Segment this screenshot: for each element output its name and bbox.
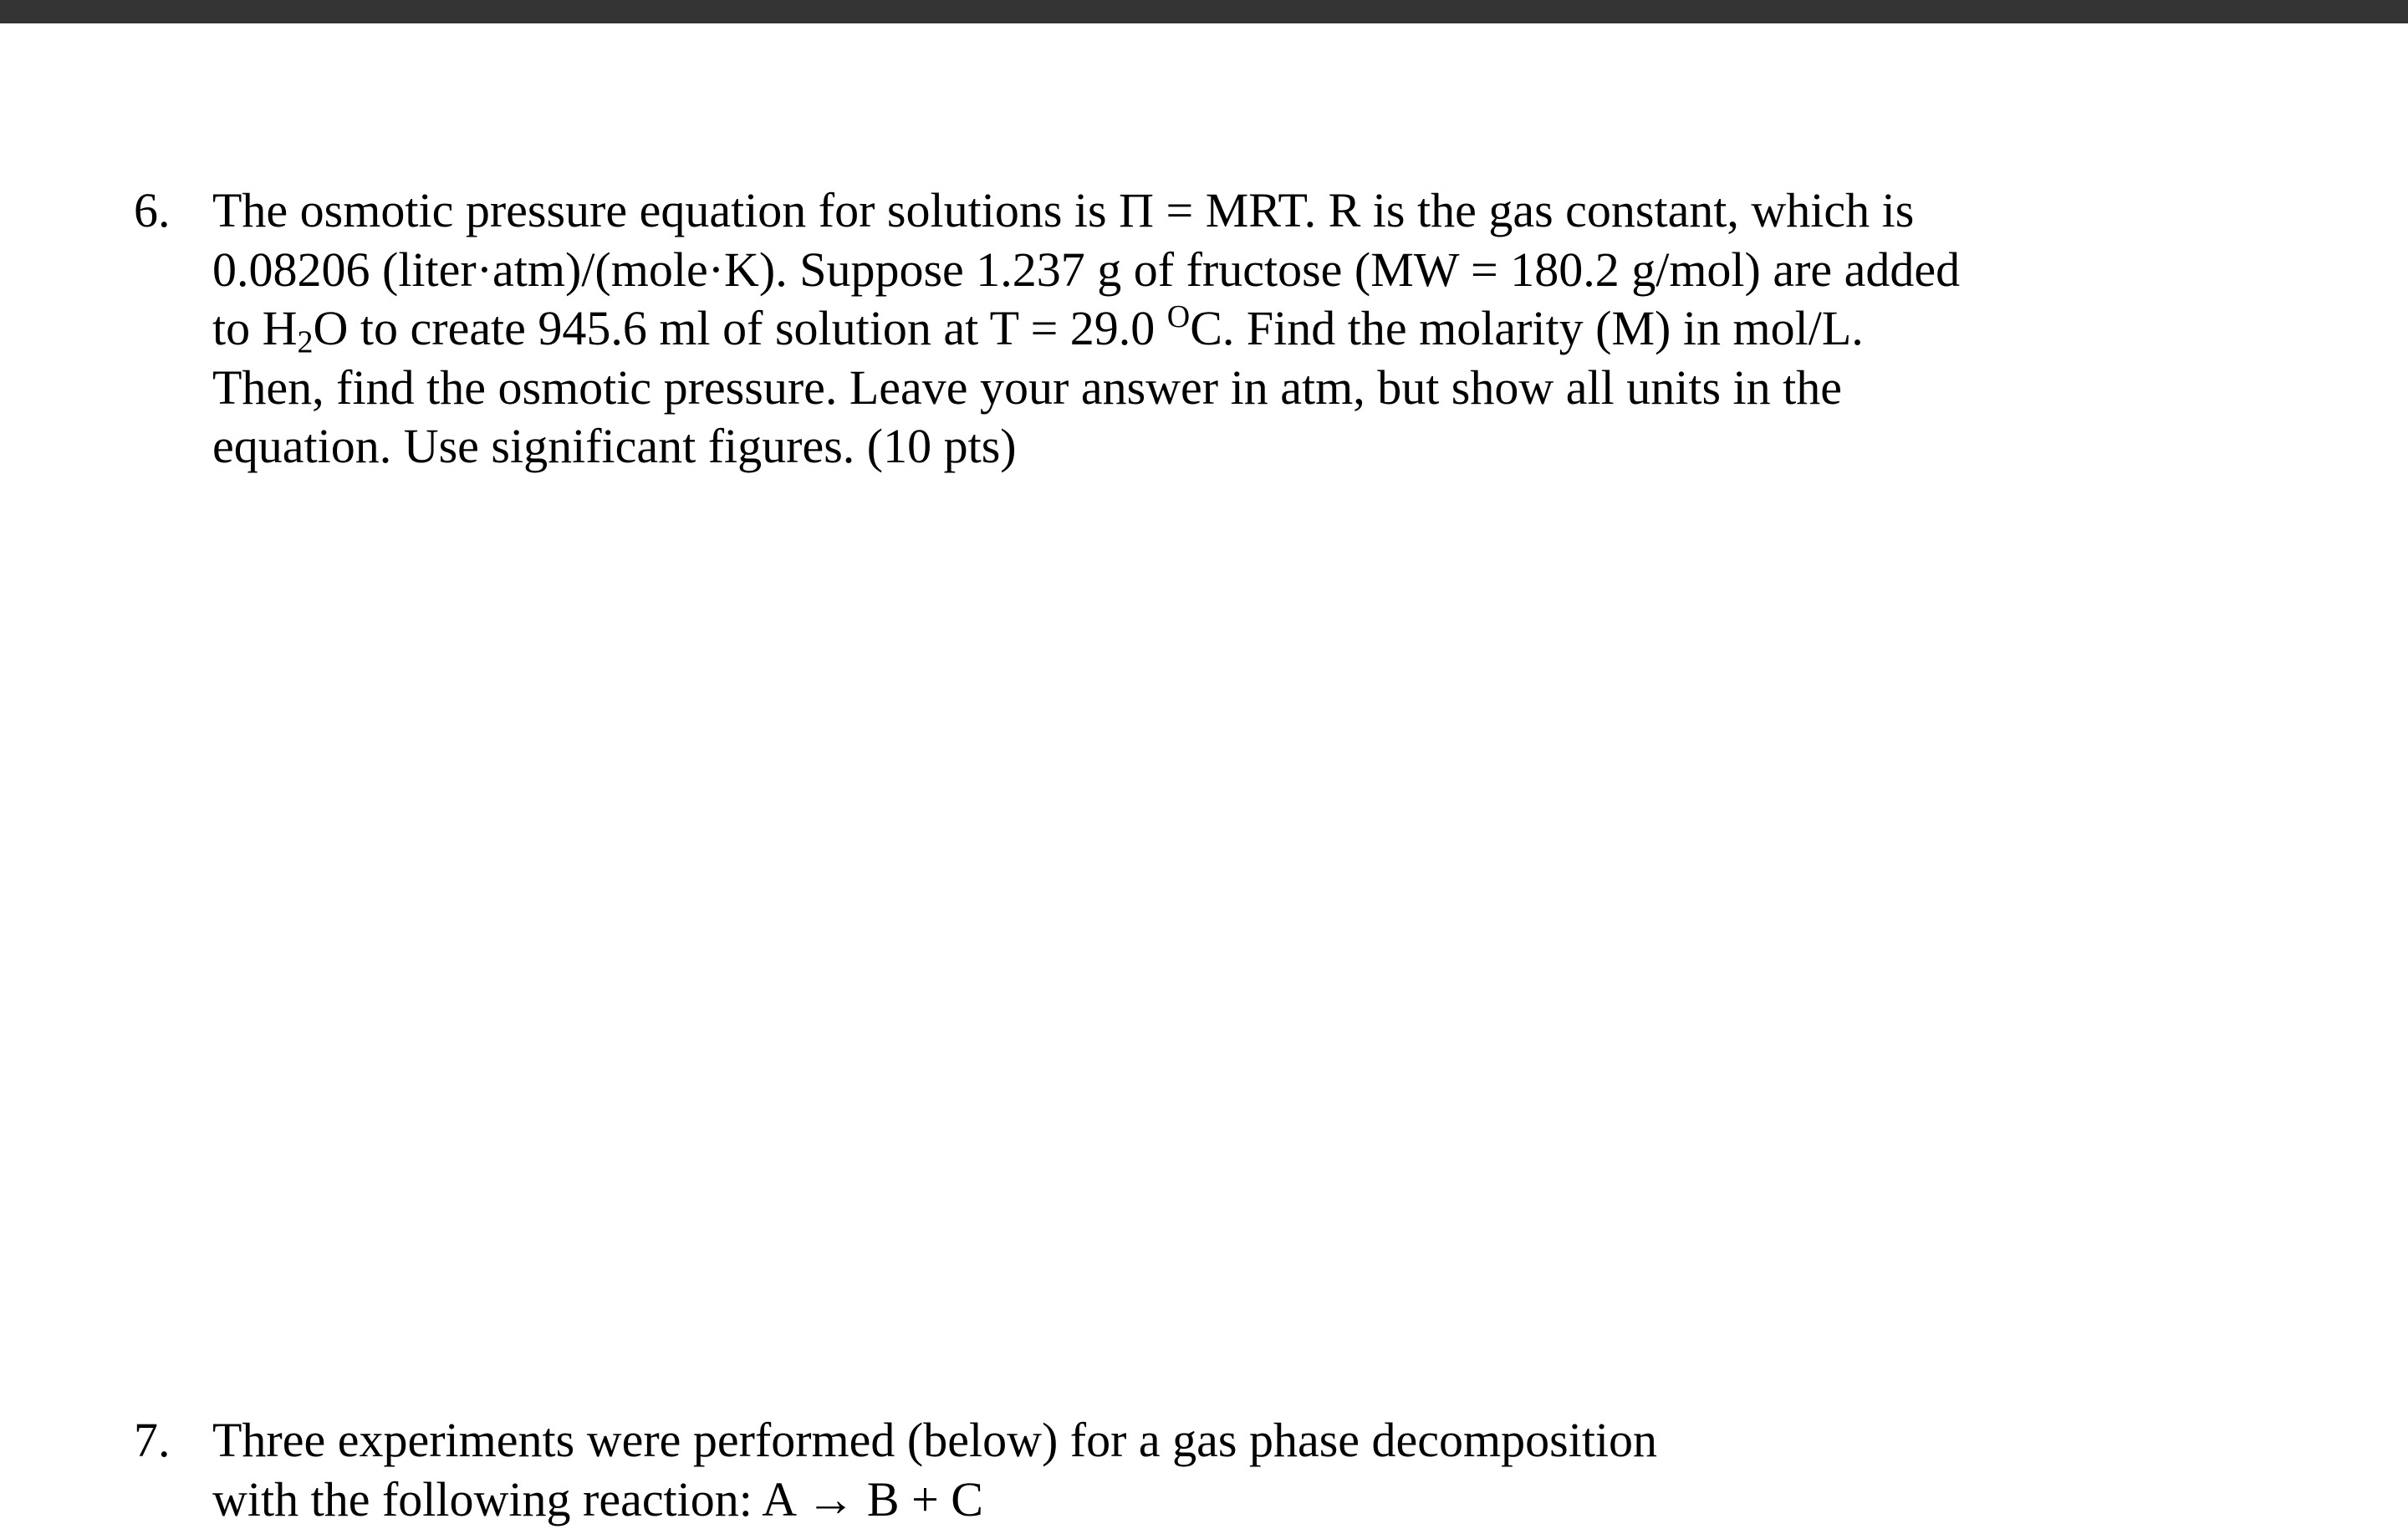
text-segment: H [263,301,298,355]
question-line: 0.08206 (liter·atm)/(mole·K). Suppose 1.237 g of fructose (MW = 180.2 g/mol) are added [212,241,1960,300]
question-line: The osmotic pressure equation for solutions is Π = MRT. R is the gas constant, which is [212,181,1960,241]
superscript: O [1167,299,1190,334]
question-line: Then, find the osmotic pressure. Leave your answer in atm, but show all units in the [212,359,1960,418]
question-line [212,299,1960,359]
question-line: equation. Use significant figures. (10 pts) [212,417,1960,477]
question-number: 6. [134,181,171,241]
top-bar [0,0,2408,23]
question-line: with the following reaction: A → B + C [212,1470,1657,1529]
text-segment: O to create 945.6 ml of solution at T = 29.0 [314,301,1167,355]
question-number: 7. [134,1411,171,1470]
text-segment: C. Find the molarity (M) in mol/L. [1190,301,1864,355]
question-text [212,1411,1657,1529]
question-text [212,181,1960,477]
text-segment: to [212,301,263,355]
subscript: 2 [298,325,314,360]
question-line: Three experiments were performed (below) for a gas phase decomposition [212,1411,1657,1470]
